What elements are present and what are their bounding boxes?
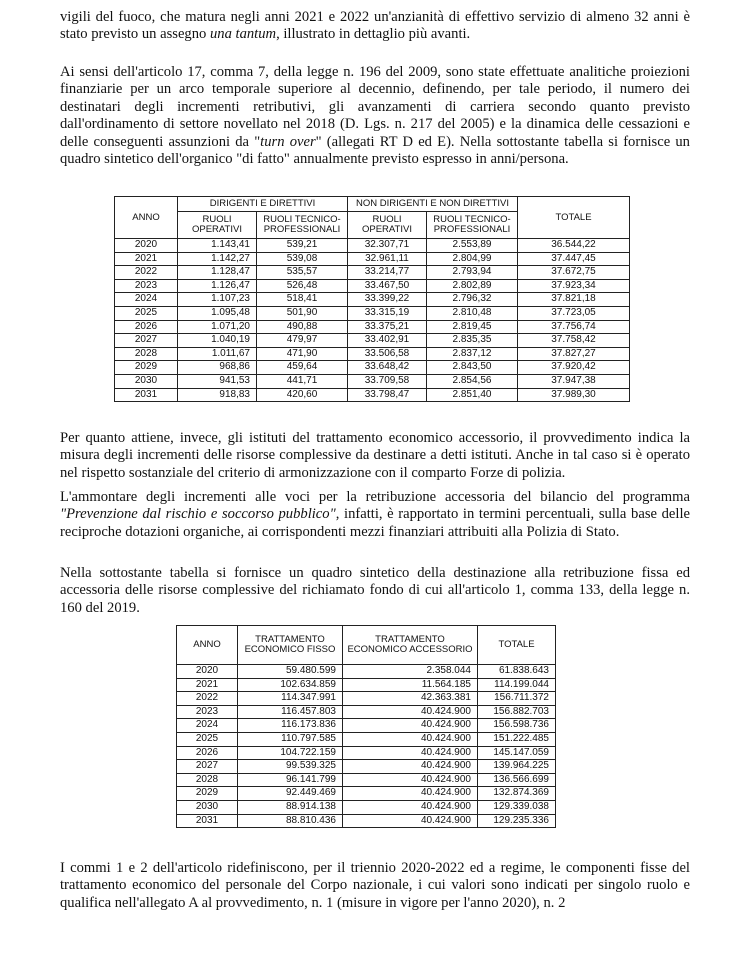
column-header-ruoli-operativi: RUOLI OPERATIVI [348,212,427,239]
table-cell-value: 88.810.436 [238,814,343,828]
table-cell-value: 116.457.803 [238,705,343,719]
table-header-row [115,197,630,212]
table-cell-value: 1.143,41 [178,239,257,253]
table-row [177,665,556,679]
table-row [115,239,630,253]
table-cell-year: 2022 [115,266,178,280]
table-cell-value: 2.835,35 [427,334,518,348]
table-cell-value: 37.756,74 [518,320,630,334]
table-cell-value: 40.424.900 [343,760,478,774]
table-row [177,773,556,787]
table-row [115,320,630,334]
table-cell-value: 37.672,75 [518,266,630,280]
table-cell-value: 1.071,20 [178,320,257,334]
table-cell-value: 37.821,18 [518,293,630,307]
group-header-non-dirigenti: NON DIRIGENTI E NON DIRETTIVI [348,197,518,212]
column-header-ruoli-tecnico: RUOLI TECNICO-PROFESSIONALI [427,212,518,239]
table-cell-value: 32.961,11 [348,252,427,266]
column-header-ruoli-operativi: RUOLI OPERATIVI [178,212,257,239]
paragraph-4-text-b: , infatti, è rapportato in termini percentuali, sulla base delle reciproche dotazioni organiche, ai corrispondenti mezzi finanziari attribuiti alla Polizia di Stato. [60,506,690,540]
table-cell-year: 2026 [115,320,178,334]
table-row [177,760,556,774]
table-cell-year: 2023 [177,705,238,719]
table-cell-value: 2.843,50 [427,361,518,375]
table-row [115,306,630,320]
column-header-anno: ANNO [177,626,238,665]
paragraph-2-text-a: Ai sensi dell'articolo 17, comma 7, della legge n. 196 del 2009, sono state effettuate analitiche proiezioni finanziarie per un arco temporale superiore al decennio, definendo, per tale periodo, il numero dei destinatari degli incrementi retributivi, gli avanzamenti di carriera secondo quanto previsto dall'ordinamento di settore novellato nel 2018 (D. Lgs. n. 217 del 2005) e la dinamica delle cessazioni e delle conseguenti assunzioni da " [60,64,690,150]
table-row [115,252,630,266]
table-cell-value: 92.449.469 [238,787,343,801]
table-cell-value: 36.544,22 [518,239,630,253]
resources-table-body [177,665,556,828]
column-header-totale: TOTALE [478,626,556,665]
table-row [177,732,556,746]
table-cell-value: 2.851,40 [427,388,518,402]
table-cell-value: 490,88 [257,320,348,334]
table-cell-year: 2027 [177,760,238,774]
paragraph-2-text-b: " (allegati RT D ed E). Nella sottostante tabella si fornisce un quadro sintetico dell'organico "di fatto" annualmente previsto espresso in anni/persona. [60,133,690,168]
table-cell-year: 2030 [115,374,178,388]
table-cell-value: 2.810,48 [427,306,518,320]
table-cell-year: 2029 [177,787,238,801]
column-header-totale: TOTALE [518,197,630,239]
table-cell-value: 37.723,05 [518,306,630,320]
table-cell-year: 2021 [177,678,238,692]
table-row [115,374,630,388]
staffing-table-body [115,239,630,402]
table-cell-year: 2024 [177,719,238,733]
table-cell-value: 501,90 [257,306,348,320]
table-cell-value: 110.797.585 [238,732,343,746]
table-cell-value: 37.758,42 [518,334,630,348]
table-cell-value: 156.598.736 [478,719,556,733]
table-cell-value: 535,57 [257,266,348,280]
table-cell-value: 2.819,45 [427,320,518,334]
table-cell-value: 420,60 [257,388,348,402]
table-cell-value: 33.315,19 [348,306,427,320]
table-cell-value: 32.307,71 [348,239,427,253]
paragraph-4-italic: "Prevenzione dal rischio e soccorso pubblico" [60,506,336,523]
table-cell-value: 61.838.643 [478,665,556,679]
table-cell-value: 40.424.900 [343,814,478,828]
table-cell-value: 156.882.703 [478,705,556,719]
paragraph-1-text-b: , illustrato in dettaglio più avanti. [276,26,471,43]
table-cell-value: 37.447,45 [518,252,630,266]
table-cell-value: 33.375,21 [348,320,427,334]
table-cell-value: 941,53 [178,374,257,388]
paragraph-4-text-a: L'ammontare degli incrementi alle voci per la retribuzione accessoria del bilancio del programma [60,489,690,505]
table-cell-value: 40.424.900 [343,773,478,787]
table-cell-value: 96.141.799 [238,773,343,787]
table-cell-value: 136.566.699 [478,773,556,787]
table-cell-value: 132.874.369 [478,787,556,801]
table-cell-value: 33.214,77 [348,266,427,280]
column-header-ruoli-tecnico: RUOLI TECNICO-PROFESSIONALI [257,212,348,239]
table-cell-value: 526,48 [257,279,348,293]
table-cell-value: 33.467,50 [348,279,427,293]
staffing-table [114,196,630,402]
table-cell-value: 2.837,12 [427,347,518,361]
table-cell-value: 2.804,99 [427,252,518,266]
table-cell-value: 1.142,27 [178,252,257,266]
table-row [115,361,630,375]
paragraph-1 [60,9,690,44]
table-cell-value: 471,90 [257,347,348,361]
table-row [115,266,630,280]
table-cell-value: 11.564.185 [343,678,478,692]
table-cell-year: 2026 [177,746,238,760]
table-cell-value: 1.107,23 [178,293,257,307]
table-cell-value: 104.722.159 [238,746,343,760]
table-cell-value: 129.235.336 [478,814,556,828]
table-row [177,746,556,760]
paragraph-5: Nella sottostante tabella si fornisce un quadro sintetico della destinazione alla retribuzione fissa ed accessoria delle risorse complessive del richiamato fondo di cui all'articolo 1, comma 133, della legge n. 160 del 2019. [60,565,690,616]
table-row [177,719,556,733]
paragraph-1-italic: una tantum [209,26,277,43]
table-cell-value: 1.011,67 [178,347,257,361]
table-cell-year: 2028 [177,773,238,787]
table-cell-value: 33.399,22 [348,293,427,307]
table-cell-value: 33.709,58 [348,374,427,388]
table-cell-value: 479,97 [257,334,348,348]
paragraph-3: Per quanto attiene, invece, gli istituti del trattamento economico accessorio, il provvedimento indica la misura degli incrementi delle risorse complessive da destinare a detti istituti. Anche in tal caso si è operato nel rispetto sostanziale del criterio di armonizzazione con il comparto Forze di polizia. [60,430,690,481]
paragraph-1-text-a: vigili del fuoco, che matura negli anni 2021 e 2022 un'anzianità di effettivo servizio di almeno 32 anni è stato previsto un assegno [60,9,690,43]
column-header-anno: ANNO [115,197,178,239]
paragraph-2 [60,64,690,168]
table-cell-value: 1.126,47 [178,279,257,293]
column-header-fisso: TRATTAMENTO ECONOMICO FISSO [238,626,343,665]
table-cell-value: 1.095,48 [178,306,257,320]
table-cell-value: 33.798,47 [348,388,427,402]
table-cell-value: 40.424.900 [343,800,478,814]
group-header-dirigenti: DIRIGENTI E DIRETTIVI [178,197,348,212]
table-cell-value: 2.796,32 [427,293,518,307]
table-cell-year: 2031 [177,814,238,828]
table-cell-value: 40.424.900 [343,746,478,760]
table-cell-year: 2027 [115,334,178,348]
table-cell-year: 2023 [115,279,178,293]
table-cell-value: 968,86 [178,361,257,375]
table-cell-value: 37.947,38 [518,374,630,388]
paragraph-4 [60,489,690,541]
table-header-row [177,626,556,665]
paragraph-2-italic: turn over [260,133,316,150]
table-cell-year: 2021 [115,252,178,266]
table-cell-value: 59.480.599 [238,665,343,679]
table-cell-value: 40.424.900 [343,787,478,801]
table-cell-value: 37.923,34 [518,279,630,293]
table-cell-value: 2.802,89 [427,279,518,293]
table-cell-year: 2024 [115,293,178,307]
table-cell-value: 2.553,89 [427,239,518,253]
table-cell-year: 2020 [177,665,238,679]
table-cell-year: 2031 [115,388,178,402]
table-cell-year: 2022 [177,692,238,706]
table-cell-value: 145.147.059 [478,746,556,760]
table-cell-value: 2.854,56 [427,374,518,388]
table-row [115,293,630,307]
table-cell-value: 1.040,19 [178,334,257,348]
table-cell-value: 518,41 [257,293,348,307]
table-cell-value: 40.424.900 [343,719,478,733]
table-row [177,787,556,801]
table-cell-value: 129.339.038 [478,800,556,814]
table-row [177,800,556,814]
table-cell-value: 151.222.485 [478,732,556,746]
table-cell-year: 2030 [177,800,238,814]
table-cell-value: 918,83 [178,388,257,402]
table-cell-value: 539,08 [257,252,348,266]
table-row [177,814,556,828]
table-row [115,347,630,361]
table-cell-value: 102.634.859 [238,678,343,692]
table-cell-value: 156.711.372 [478,692,556,706]
table-row [115,334,630,348]
column-header-accessorio: TRATTAMENTO ECONOMICO ACCESSORIO [343,626,478,665]
table-cell-value: 37.920,42 [518,361,630,375]
table-cell-value: 114.199.044 [478,678,556,692]
table-cell-value: 116.173.836 [238,719,343,733]
table-row [177,692,556,706]
table-cell-value: 441,71 [257,374,348,388]
table-cell-value: 1.128,47 [178,266,257,280]
resources-table [176,625,556,828]
table-cell-value: 88.914.138 [238,800,343,814]
table-cell-value: 33.402,91 [348,334,427,348]
table-row [115,279,630,293]
table-cell-value: 37.827,27 [518,347,630,361]
table-cell-value: 33.648,42 [348,361,427,375]
table-cell-value: 2.793,94 [427,266,518,280]
table-cell-value: 539,21 [257,239,348,253]
table-cell-value: 40.424.900 [343,732,478,746]
table-cell-value: 33.506,58 [348,347,427,361]
table-row [177,705,556,719]
table-cell-value: 2.358.044 [343,665,478,679]
table-cell-value: 42.363.381 [343,692,478,706]
paragraph-6: I commi 1 e 2 dell'articolo ridefiniscono, per il triennio 2020-2022 ed a regime, le componenti fisse del trattamento economico del personale del Corpo nazionale, i cui valori sono indicati per singolo ruolo e qualifica nell'allegato A al provvedimento, n. 1 (misure in vigore per l'anno 2020), n. 2 [60,860,690,911]
table-cell-value: 99.539.325 [238,760,343,774]
table-cell-value: 40.424.900 [343,705,478,719]
table-cell-value: 139.964.225 [478,760,556,774]
table-cell-value: 114.347.991 [238,692,343,706]
table-cell-value: 37.989,30 [518,388,630,402]
table-cell-year: 2025 [115,306,178,320]
table-row [115,388,630,402]
table-row [177,678,556,692]
table-cell-year: 2029 [115,361,178,375]
table-cell-year: 2020 [115,239,178,253]
table-cell-year: 2025 [177,732,238,746]
table-cell-year: 2028 [115,347,178,361]
table-cell-value: 459,64 [257,361,348,375]
